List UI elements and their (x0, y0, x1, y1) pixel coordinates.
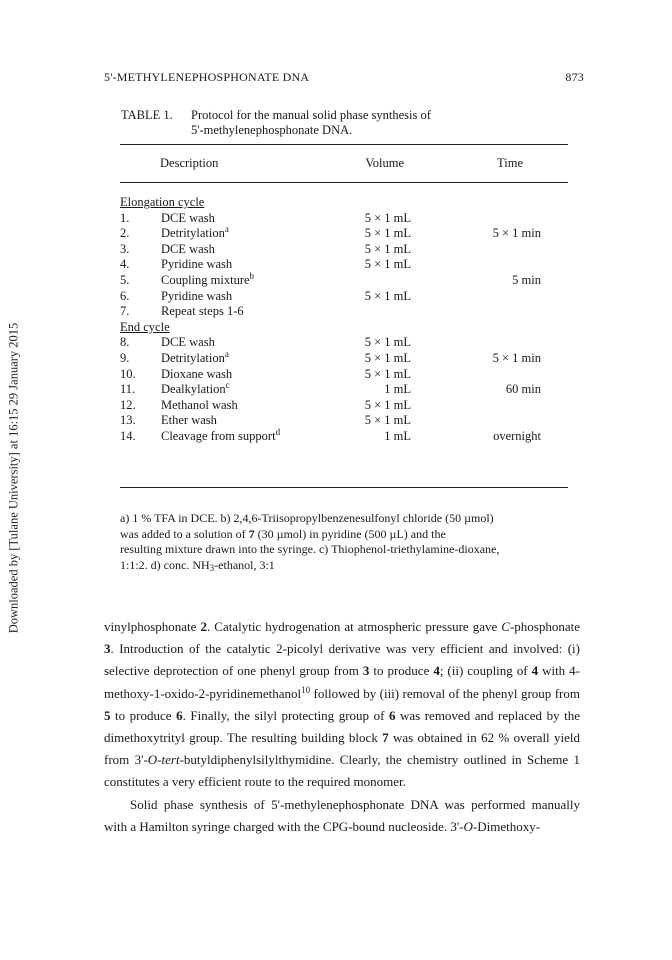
step-volume: 5 × 1 mL (364, 335, 411, 350)
table-row (120, 211, 568, 227)
table-row (120, 348, 568, 367)
paragraph: vinylphosphonate 2. Catalytic hydrogenation at atmospheric pressure gave C-phosphonate 3. Introduction of the catalytic 2-picolyl derivative was very efficient and involved: (i) selective deprotection of one phenyl group from 3 to produce 4; (ii) coupling of 4 with 4-methoxy-1-oxido-2-pyridinemethanol$^{10}$ followed by (iii) removal of the phenyl group from 5 to produce 6. Finally, the silyl protecting group of 6 was removed and replaced by the dimethoxytrityl group. The resulting building block 7 was obtained in 62 % overall yield from 3'-O-tert-butyldiphenylsilylthymidine. Clearly, the chemistry outlined in Scheme 1 constitutes a very efficient route to the required monomer. (104, 619, 581, 790)
table-header (120, 156, 568, 172)
step-volume: 5 × 1 mL (364, 210, 411, 225)
table-caption (121, 108, 431, 138)
step-volume: 5 × 1 mL (364, 257, 411, 272)
table-row (120, 426, 568, 445)
table-row (120, 382, 568, 398)
table-body (120, 195, 568, 445)
step-description: Ether wash (161, 413, 217, 428)
step-number: 5. (120, 272, 130, 287)
step-description: Pyridine wash (161, 257, 233, 272)
footnote-marker: d (275, 426, 281, 437)
step-description: Detritylation$^a$ (161, 348, 229, 365)
download-watermark (0, 288, 28, 668)
footnote-line: resulting mixture drawn into the syringe. c) Thiophenol-triethylamine-dioxane, (120, 542, 500, 556)
step-number: 3. (120, 241, 130, 256)
header-description: Description (160, 156, 219, 170)
table-row (120, 289, 568, 305)
table-row (120, 413, 568, 429)
section-label: Elongation cycle (120, 195, 205, 209)
footnote-line: was added to a solution of 7 (30 µmol) in pyridine (500 µL) and the (120, 526, 446, 541)
table-header-rule (120, 182, 568, 183)
step-number: 6. (120, 288, 130, 303)
running-head-title: 5'-METHYLENEPHOSPHONATE DNA (104, 70, 310, 84)
table-row (120, 270, 568, 289)
step-description: Coupling mixture$^b$ (161, 270, 255, 287)
table-row (120, 242, 568, 258)
table-row (120, 226, 568, 242)
step-description: DCE wash (161, 241, 215, 256)
step-number: 1. (120, 210, 130, 225)
header-time: Time (497, 156, 523, 170)
step-number: 11. (120, 382, 136, 397)
table-label: TABLE 1. (121, 108, 173, 122)
step-number: 8. (120, 335, 130, 350)
body-text (104, 616, 580, 838)
step-number: 13. (120, 413, 136, 428)
step-description: Methanol wash (161, 397, 238, 412)
section-label: End cycle (120, 319, 170, 334)
table-row (120, 257, 568, 273)
running-head (104, 70, 584, 85)
step-number: 2. (120, 226, 130, 241)
footnote-marker: a (224, 224, 229, 235)
footnote-marker: a (224, 348, 229, 359)
step-description: DCE wash (161, 335, 215, 350)
paragraph: Solid phase synthesis of 5'-methylenephosphonate DNA was performed manually with a Hamilton syringe charged with the CPG-bound nucleoside. 3'-O-Dimethoxy- (104, 796, 580, 834)
section-heading-end (120, 320, 568, 336)
footnote-marker: b (249, 270, 255, 281)
step-volume: 1 mL (384, 382, 411, 397)
step-volume: 5 × 1 mL (364, 366, 411, 381)
table-top-rule (120, 144, 568, 145)
step-volume: 5 × 1 mL (364, 397, 411, 412)
step-time: 5 × 1 min (492, 350, 541, 365)
step-volume: 5 × 1 mL (364, 226, 411, 241)
step-number: 4. (120, 257, 130, 272)
table-row (120, 398, 568, 414)
step-description: Cleavage from support$^d$ (161, 426, 281, 443)
table-caption-line1: Protocol for the manual solid phase synthesis of (191, 108, 431, 122)
step-time: 60 min (505, 382, 541, 397)
step-description: Pyridine wash (161, 288, 233, 303)
header-volume: Volume (365, 156, 404, 170)
step-number: 9. (120, 350, 130, 365)
step-time: overnight (493, 428, 541, 443)
download-watermark-text: Downloaded by [Tulane University] at 16:15 29 January 2015 (6, 322, 21, 634)
step-number: 10. (120, 366, 136, 381)
step-description: Dealkylation$^c$ (161, 380, 230, 397)
step-number: 14. (120, 428, 136, 443)
step-description: Dioxane wash (161, 366, 233, 381)
footnote-line: 1:1:2. d) conc. $NH_3$-ethanol, 3:1 (120, 557, 275, 573)
footnote-marker: c (225, 380, 230, 391)
step-volume: 1 mL (384, 428, 411, 443)
step-description: Detritylation$^a$ (161, 224, 229, 241)
footnote-line: a) 1 % TFA in DCE. b) 2,4,6-Triisopropylbenzenesulfonyl chloride (50 µmol) (120, 511, 494, 525)
table-footnote (120, 511, 568, 573)
step-volume: 5 × 1 mL (364, 241, 411, 256)
step-description: Repeat steps 1-6 (161, 304, 244, 319)
step-volume: 5 × 1 mL (364, 350, 411, 365)
step-time: 5 min (512, 272, 541, 287)
table-bottom-rule (120, 487, 568, 488)
step-number: 7. (120, 304, 130, 319)
table-caption-line2: 5'-methylenephosphonate DNA. (191, 123, 353, 137)
table-row (120, 304, 568, 320)
step-number: 12. (120, 397, 136, 412)
step-time: 5 × 1 min (492, 226, 541, 241)
step-description: DCE wash (161, 210, 215, 225)
table-row (120, 335, 568, 351)
table-row (120, 367, 568, 383)
page-number: 873 (565, 70, 584, 84)
step-volume: 5 × 1 mL (364, 413, 411, 428)
section-heading-elongation (120, 195, 568, 211)
step-volume: 5 × 1 mL (364, 288, 411, 303)
